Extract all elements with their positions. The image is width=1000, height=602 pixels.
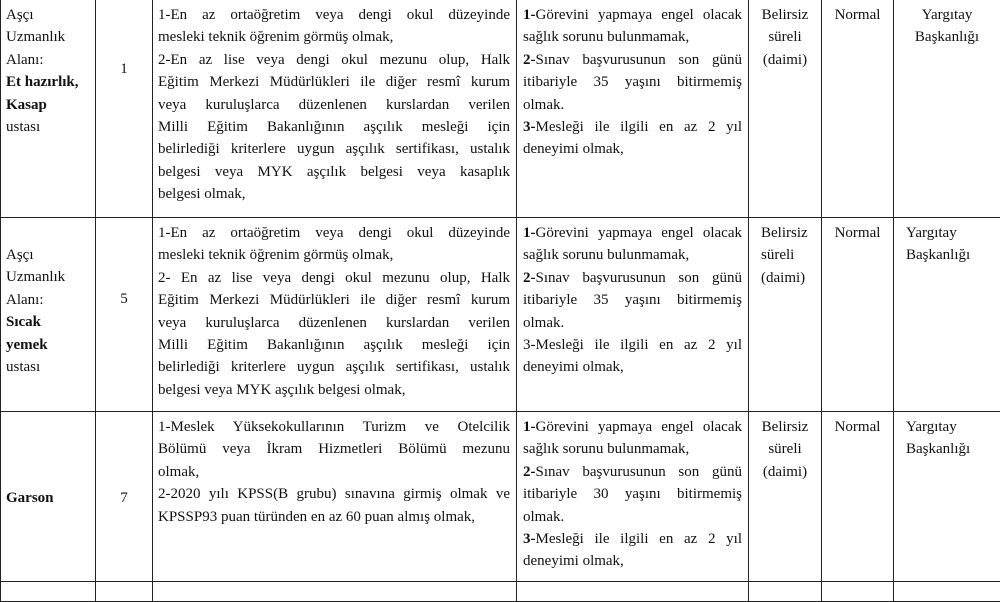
- education-line: Milli Eğitim Bakanlığının aşçılık mesleği için: [158, 334, 510, 356]
- education-line: belgesi olmak,: [158, 183, 510, 205]
- institution-cell: [894, 218, 1000, 412]
- table-row: [1, 582, 1000, 602]
- contract-cell: [749, 218, 822, 412]
- requirement-number: 1-: [523, 419, 536, 435]
- requirement-line: [523, 4, 742, 26]
- table-row: [1, 218, 1000, 412]
- education-line: 1-Meslek Yüksekokullarının Turizm ve Otelcilik: [158, 416, 510, 438]
- requirement-number: 2-: [523, 52, 536, 68]
- education-cell: [153, 412, 517, 582]
- position-cell: [1, 412, 96, 582]
- contract-line: (daimi): [753, 461, 817, 483]
- education-line: KPSSP93 puan türünden en az 60 puan almış olmak,: [158, 506, 510, 528]
- empty-cell: [749, 582, 822, 602]
- education-cell: [153, 218, 517, 412]
- requirement-text: Mesleği ile ilgili en az 2 yıl: [536, 531, 743, 547]
- education-line: Eğitim Merkezi Müdürlükleri ile diğer resmî kurum: [158, 71, 510, 93]
- empty-cell: [1, 582, 96, 602]
- position-line: ustası: [6, 356, 91, 378]
- education-line: belgesi veya MYK aşçılık belgesi olmak,: [158, 379, 510, 401]
- institution-line: Yargıtay: [898, 4, 996, 26]
- count-cell: [96, 218, 153, 412]
- contract-line: süreli: [753, 26, 817, 48]
- type-cell: [822, 412, 894, 582]
- requirement-line: itibariyle 35 yaşını bitirmemiş: [523, 71, 742, 93]
- requirement-line: deneyimi olmak,: [523, 356, 742, 378]
- position-specialty: yemek: [6, 334, 91, 356]
- employment-type: Normal: [826, 4, 889, 26]
- empty-cell: [517, 582, 749, 602]
- contract-line: Belirsiz: [753, 416, 817, 438]
- empty-cell: [894, 582, 1000, 602]
- education-line: 2-2020 yılı KPSS(B grubu) sınavına girmiş olmak ve: [158, 483, 510, 505]
- education-line: veya kuruluşlarca düzenlenen kurslardan verilen: [158, 94, 510, 116]
- position-count: 5: [100, 222, 148, 310]
- requirement-line: [523, 528, 742, 550]
- empty-cell: [153, 582, 517, 602]
- position-line: Alanı:: [6, 49, 91, 71]
- requirement-text: Mesleği ile ilgili en az 2 yıl: [536, 119, 743, 135]
- position-specialty: Sıcak: [6, 311, 91, 333]
- contract-line: Belirsiz: [753, 4, 817, 26]
- requirement-text: Sınav başvurusunun son günü: [536, 464, 743, 480]
- position-line: Uzmanlık: [6, 266, 91, 288]
- education-line: belirlediği kriterlere uygun aşçılık sertifikası, ustalık: [158, 356, 510, 378]
- requirement-number: 3-: [523, 531, 536, 547]
- requirement-line: sağlık sorunu bulunmamak,: [523, 244, 742, 266]
- contract-line: Belirsiz: [761, 222, 817, 244]
- requirement-line: olmak.: [523, 506, 742, 528]
- requirement-number: 1-: [523, 225, 536, 241]
- position-cell: [1, 0, 96, 218]
- position-count: 7: [100, 487, 148, 509]
- education-line: 1-En az ortaöğretim veya dengi okul düzeyinde: [158, 4, 510, 26]
- requirements-cell: [517, 218, 749, 412]
- requirement-number: 3-: [523, 337, 536, 353]
- education-line: mesleki teknik öğrenim görmüş olmak,: [158, 244, 510, 266]
- requirement-number: 2-: [523, 464, 536, 480]
- institution-line: Yargıtay: [906, 416, 996, 438]
- requirement-line: [523, 49, 742, 71]
- institution-line: Başkanlığı: [898, 26, 996, 48]
- education-line: Bölümü veya İkram Hizmetleri Bölümü mezunu: [158, 438, 510, 460]
- count-cell: [96, 412, 153, 582]
- position-cell: [1, 218, 96, 412]
- education-line: olmak,: [158, 461, 510, 483]
- position-line: Aşçı: [6, 4, 91, 26]
- requirement-line: sağlık sorunu bulunmamak,: [523, 438, 742, 460]
- institution-line: Yargıtay: [906, 222, 996, 244]
- contract-cell: [749, 412, 822, 582]
- requirement-line: [523, 416, 742, 438]
- requirement-line: itibariyle 30 yaşını bitirmemiş: [523, 483, 742, 505]
- education-line: Milli Eğitim Bakanlığının aşçılık mesleği için: [158, 116, 510, 138]
- requirement-text: Görevini yapmaya engel olacak: [536, 225, 743, 241]
- table-row: [1, 0, 1000, 218]
- requirements-cell: [517, 412, 749, 582]
- institution-cell: [894, 0, 1000, 218]
- requirement-number: 1-: [523, 7, 536, 23]
- requirement-line: deneyimi olmak,: [523, 550, 742, 572]
- position-line: ustası: [6, 116, 91, 138]
- position-line: Uzmanlık: [6, 26, 91, 48]
- education-line: Eğitim Merkezi Müdürlükleri ile diğer resmî kurum: [158, 289, 510, 311]
- education-line: mesleki teknik öğrenim görmüş olmak,: [158, 26, 510, 48]
- requirement-number: 3-: [523, 119, 536, 135]
- requirement-text: Sınav başvurusunun son günü: [536, 52, 743, 68]
- education-line: veya kuruluşlarca düzenlenen kurslardan verilen: [158, 312, 510, 334]
- empty-cell: [96, 582, 153, 602]
- contract-line: (daimi): [761, 267, 817, 289]
- position-line: Aşçı: [6, 244, 91, 266]
- requirement-line: itibariyle 35 yaşını bitirmemiş: [523, 289, 742, 311]
- type-cell: [822, 218, 894, 412]
- requirement-line: [523, 222, 742, 244]
- requirement-line: [523, 116, 742, 138]
- position-count: 1: [100, 4, 148, 80]
- empty-cell: [822, 582, 894, 602]
- institution-line: Başkanlığı: [906, 438, 996, 460]
- requirement-number: 2-: [523, 270, 536, 286]
- requirement-text: Görevini yapmaya engel olacak: [536, 7, 743, 23]
- education-line: belgesi veya MYK aşçılık belgesi veya kasaplık: [158, 161, 510, 183]
- requirement-line: [523, 334, 742, 356]
- education-line: 1-En az ortaöğretim veya dengi okul düzeyinde: [158, 222, 510, 244]
- type-cell: [822, 0, 894, 218]
- requirement-line: [523, 461, 742, 483]
- employment-type: Normal: [826, 222, 889, 244]
- requirement-text: Görevini yapmaya engel olacak: [536, 419, 743, 435]
- requirement-text: Sınav başvurusunun son günü: [536, 270, 743, 286]
- count-cell: [96, 0, 153, 218]
- requirement-line: sağlık sorunu bulunmamak,: [523, 26, 742, 48]
- position-specialty: Et hazırlık,: [6, 71, 91, 93]
- contract-line: süreli: [753, 438, 817, 460]
- table-row: [1, 412, 1000, 582]
- education-line: 2- En az lise veya dengi okul mezunu olup, Halk: [158, 267, 510, 289]
- institution-cell: [894, 412, 1000, 582]
- requirements-cell: [517, 0, 749, 218]
- requirement-line: olmak.: [523, 312, 742, 334]
- contract-line: (daimi): [753, 49, 817, 71]
- contract-line: süreli: [761, 244, 817, 266]
- position-specialty: Kasap: [6, 94, 91, 116]
- education-cell: [153, 0, 517, 218]
- requirement-line: olmak.: [523, 94, 742, 116]
- education-line: 2-En az lise veya dengi okul mezunu olup, Halk: [158, 49, 510, 71]
- institution-line: Başkanlığı: [906, 244, 996, 266]
- position-title: Garson: [6, 487, 91, 509]
- requirement-text: Mesleği ile ilgili en az 2 yıl: [536, 337, 743, 353]
- employment-type: Normal: [826, 416, 889, 438]
- requirement-line: [523, 267, 742, 289]
- contract-cell: [749, 0, 822, 218]
- education-line: belirlediği kriterlere uygun aşçılık sertifikası, ustalık: [158, 138, 510, 160]
- requirement-line: deneyimi olmak,: [523, 138, 742, 160]
- position-line: Alanı:: [6, 289, 91, 311]
